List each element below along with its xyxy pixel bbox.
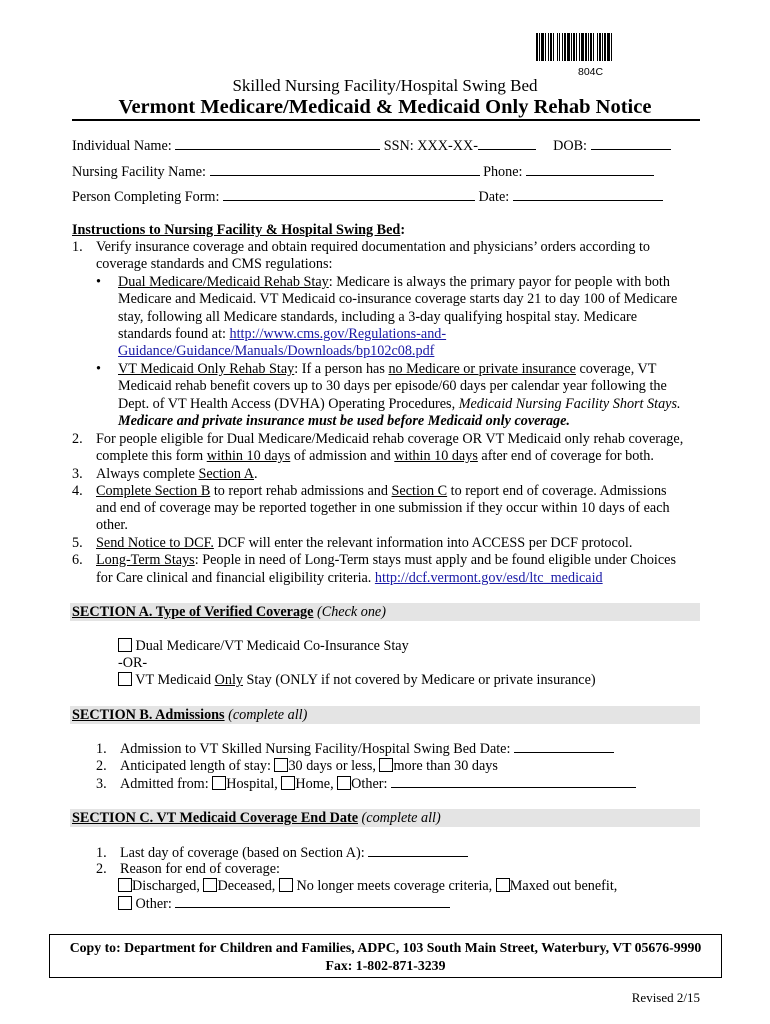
discharged-checkbox[interactable] (118, 878, 132, 892)
form-title: Vermont Medicare/Medicaid & Medicaid Only Rehab Notice (118, 96, 652, 118)
barcode-image (536, 33, 689, 61)
facility-row (72, 163, 654, 180)
dual-coinsurance-checkbox[interactable] (118, 638, 132, 652)
cms-link-cont[interactable]: Guidance/Guidance/Manuals/Downloads/bp102c08.pdf (118, 343, 435, 359)
dob-field[interactable] (591, 137, 671, 150)
instruction-item-3: 3. Always complete Section A. (72, 466, 258, 482)
individual-name-label: Individual Name: (72, 138, 172, 154)
individual-info-row (72, 137, 671, 154)
bullet-medicaid-line2: Medicaid rehab benefit covers up to 30 days per episode/60 days per calendar year following the (118, 378, 667, 394)
ssn-label: SSN: XXX-XX- (383, 138, 478, 154)
last-day-coverage-field[interactable] (368, 844, 468, 857)
copy-to-box (49, 934, 722, 978)
dcf-ltc-link[interactable]: http://dcf.vermont.gov/esd/ltc_medicaid (374, 570, 603, 586)
form-subtitle: Skilled Nursing Facility/Hospital Swing Bed (232, 76, 538, 95)
section-b-item-3: 3. Admitted from: Hospital, Home, Other: (96, 775, 636, 792)
admitted-other-field[interactable] (391, 775, 636, 788)
ssn-field[interactable] (478, 137, 536, 150)
section-c-reasons: Discharged, Deceased, No longer meets coverage criteria, Maxed out benefit, (118, 878, 617, 895)
section-c-header: SECTION C. VT Medicaid Coverage End Date (complete all) (70, 809, 700, 827)
phone-field[interactable] (526, 163, 654, 176)
instruction-item-4-cont2: other. (96, 517, 128, 533)
deceased-checkbox[interactable] (203, 878, 217, 892)
section-a-option-dual: Dual Medicare/VT Medicaid Co-Insurance Stay (118, 638, 409, 655)
bullet-dual-medicare: • Dual Medicare/Medicaid Rehab Stay: Medicare is always the primary payor for people with both (96, 274, 670, 290)
other-reason-field[interactable] (175, 895, 450, 908)
section-a-or: -OR- (118, 655, 148, 671)
person-completing-field[interactable] (223, 188, 475, 201)
instruction-item-1: 1. Verify insurance coverage and obtain required documentation and physicians’ orders according to (72, 239, 651, 255)
stay-30-or-less-checkbox[interactable] (274, 758, 288, 772)
section-c-item-2: 2. Reason for end of coverage: (96, 861, 280, 877)
person-completing-row (72, 188, 663, 205)
instruction-item-5: 5. Send Notice to DCF. DCF will enter the relevant information into ACCESS per DCF protocol. (72, 535, 633, 551)
date-field[interactable] (513, 188, 663, 201)
admission-date-field[interactable] (514, 740, 614, 753)
instruction-item-6: 6. Long-Term Stays: People in need of Long-Term stays must apply and be found eligible under Choices (72, 552, 676, 568)
form-number: 804C (578, 66, 604, 78)
facility-name-field[interactable] (210, 163, 480, 176)
barcode-bar (612, 33, 614, 61)
dob-label: DOB: (553, 138, 587, 154)
no-longer-meets-criteria-checkbox[interactable] (279, 878, 293, 892)
medicaid-only-checkbox[interactable] (118, 672, 132, 686)
cms-link[interactable]: http://www.cms.gov/Regulations-and- (229, 326, 447, 342)
maxed-out-benefit-checkbox[interactable] (496, 878, 510, 892)
bullet-medicaid-line4: Medicare and private insurance must be used before Medicaid only coverage. (118, 413, 570, 429)
section-a-option-medicaid-only: VT Medicaid Only Stay (ONLY if not covered by Medicare or private insurance) (118, 672, 596, 689)
section-a-header: SECTION A. Type of Verified Coverage (Check one) (70, 603, 700, 621)
bullet-dual-line2: Medicare and Medicaid. VT Medicaid co-insurance coverage starts day 21 to day 100 of Medicare (118, 291, 678, 307)
section-b-item-1: 1. Admission to VT Skilled Nursing Facility/Hospital Swing Bed Date: (96, 740, 614, 757)
instructions-heading: Instructions to Nursing Facility & Hospital Swing Bed: (72, 222, 406, 238)
instruction-item-2-cont: complete this form within 10 days of admission and within 10 days after end of coverage for both. (96, 448, 654, 464)
instruction-item-4: 4. Complete Section B to report rehab admissions and Section C to report end of coverage. Admissions (72, 483, 667, 499)
admitted-hospital-checkbox[interactable] (212, 776, 226, 790)
person-completing-label: Person Completing Form: (72, 189, 220, 205)
copy-to-address: Copy to: Department for Children and Families, ADPC, 103 South Main Street, Waterbury, VT 05676-9990 (69, 940, 702, 955)
bullet-dual-line3: stay, following all Medicare standards, including a 3-day qualifying hospital stay. Medicare (118, 309, 638, 325)
instruction-item-6-cont: for Care clinical and financial eligibility criteria. http://dcf.vermont.gov/esd/ltc_medicaid (96, 570, 603, 586)
section-c-other: Other: (118, 895, 450, 912)
phone-label: Phone: (483, 164, 523, 180)
section-c-item-1: 1. Last day of coverage (based on Section A): (96, 844, 468, 861)
other-reason-checkbox[interactable] (118, 896, 132, 910)
instruction-item-2: 2. For people eligible for Dual Medicare/Medicaid rehab coverage OR VT Medicaid only rehab coverage, (72, 431, 684, 447)
admitted-home-checkbox[interactable] (281, 776, 295, 790)
individual-name-field[interactable] (175, 137, 380, 150)
date-label: Date: (478, 189, 510, 205)
bullet-medicaid-only: • VT Medicaid Only Rehab Stay: If a person has no Medicare or private insurance coverage, VT (96, 361, 657, 377)
facility-name-label: Nursing Facility Name: (72, 164, 206, 180)
revision-date: Revised 2/15 (631, 990, 700, 1005)
stay-more-than-30-checkbox[interactable] (379, 758, 393, 772)
fax-number: Fax: 1-802-871-3239 (325, 958, 446, 973)
admitted-other-checkbox[interactable] (337, 776, 351, 790)
instruction-item-1-cont: coverage standards and CMS regulations: (96, 256, 333, 272)
section-b-header: SECTION B. Admissions (complete all) (70, 706, 700, 724)
bullet-dual-line4: standards found at: http://www.cms.gov/Regulations-and- (118, 326, 447, 342)
bullet-medicaid-line3: Dept. of VT Health Access (DVHA) Operating Procedures, Medicaid Nursing Facility Short Stays. (118, 396, 681, 412)
title-rule (72, 119, 700, 121)
section-b-item-2: 2. Anticipated length of stay: 30 days or less, more than 30 days (96, 758, 498, 774)
instruction-item-4-cont: and end of coverage may be reported together in one submission if they occur within 10 days of each (96, 500, 670, 516)
